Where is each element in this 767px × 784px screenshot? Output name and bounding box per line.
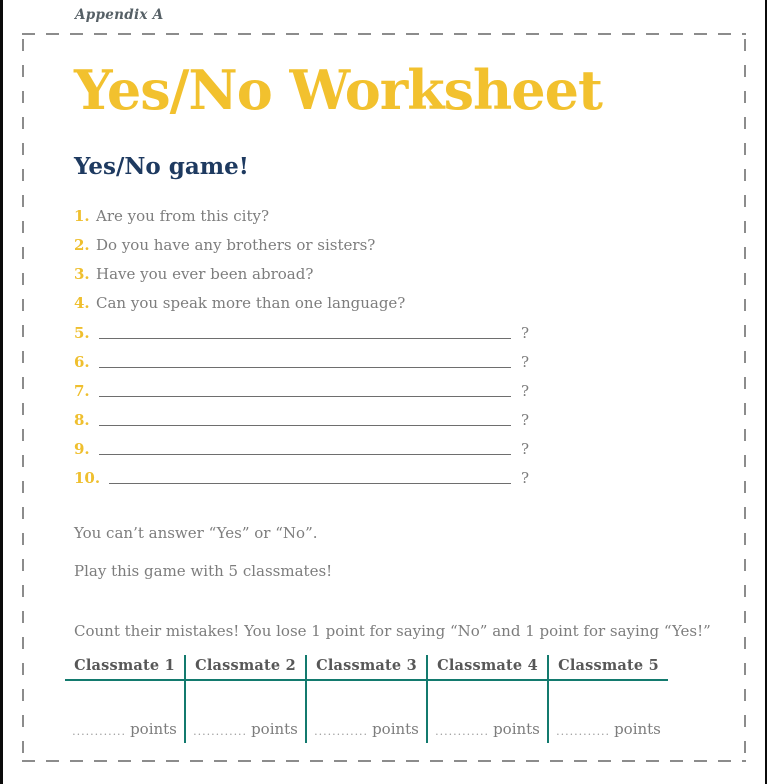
table-column [426, 655, 547, 743]
worksheet-sheet [22, 33, 746, 762]
rule-text-answer: You can’t answer “Yes” or “No”. [74, 523, 318, 542]
blank-question-item [74, 430, 529, 459]
question-text: Do you have any brothers or sisters? [96, 235, 376, 254]
dotted-leader: ............ [72, 724, 127, 738]
points-label: points [493, 719, 540, 738]
question-mark: ? [520, 352, 529, 371]
points-cell [186, 679, 305, 743]
question-mark: ? [520, 381, 529, 400]
question-number: 9. [74, 439, 90, 458]
question-mark: ? [520, 468, 529, 487]
write-in-line [99, 351, 511, 368]
question-text: Can you speak more than one language? [96, 293, 406, 312]
write-in-line [99, 438, 511, 455]
column-header: Classmate 2 [195, 656, 296, 674]
dotted-leader: ............ [314, 724, 369, 738]
dashed-border-bottom [22, 760, 746, 762]
points-cell [549, 679, 668, 743]
table-column [184, 655, 305, 743]
points-label: points [130, 719, 177, 738]
dashed-border-right [744, 39, 746, 756]
question-mark: ? [520, 323, 529, 342]
write-in-line [99, 409, 511, 426]
question-item [74, 231, 746, 260]
dotted-leader: ............ [556, 724, 611, 738]
question-number: 7. [74, 381, 90, 400]
points-label: points [372, 719, 419, 738]
column-header: Classmate 5 [558, 656, 659, 674]
table-column [547, 655, 668, 743]
question-number: 10. [74, 468, 101, 487]
table-column [305, 655, 426, 743]
write-in-line [99, 322, 511, 339]
question-text: Have you ever been abroad? [96, 264, 314, 283]
question-mark: ? [520, 410, 529, 429]
write-in-line [99, 380, 511, 397]
rule-text-classmates: Play this game with 5 classmates! [74, 561, 333, 580]
page-title: Yes/No Worksheet [74, 58, 602, 122]
blank-question-item [74, 401, 529, 430]
question-text: Are you from this city? [96, 206, 270, 225]
question-number: 8. [74, 410, 90, 429]
blank-question-item [74, 314, 529, 343]
appendix-label: Appendix A [75, 7, 164, 23]
question-number: 2. [74, 235, 90, 254]
dashed-border-left [22, 39, 24, 756]
points-cell [428, 679, 547, 743]
points-cell [307, 679, 426, 743]
points-label: points [614, 719, 661, 738]
question-mark: ? [520, 439, 529, 458]
rule-text-mistakes: Count their mistakes! You lose 1 point for saying “No” and 1 point for saying “Yes!” [74, 621, 711, 640]
section-heading: Yes/No game! [74, 152, 249, 180]
column-header: Classmate 1 [74, 656, 175, 674]
question-number: 6. [74, 352, 90, 371]
question-item [74, 260, 746, 289]
question-list [74, 202, 746, 318]
blank-question-item [74, 343, 529, 372]
points-cell [65, 679, 184, 743]
blank-question-item [74, 372, 529, 401]
question-number: 5. [74, 323, 90, 342]
blank-question-list [74, 314, 746, 488]
column-header: Classmate 4 [437, 656, 538, 674]
points-label: points [251, 719, 298, 738]
question-number: 1. [74, 206, 90, 225]
column-header: Classmate 3 [316, 656, 417, 674]
dashed-border-top [22, 33, 746, 35]
dotted-leader: ............ [193, 724, 248, 738]
question-number: 4. [74, 293, 90, 312]
write-in-line [109, 467, 511, 484]
blank-question-item [74, 459, 529, 488]
table-column [65, 655, 184, 743]
table-header-rule [65, 679, 668, 681]
question-item [74, 202, 746, 231]
window-edge-left [0, 0, 3, 784]
dotted-leader: ............ [435, 724, 490, 738]
score-table [65, 655, 668, 743]
question-number: 3. [74, 264, 90, 283]
